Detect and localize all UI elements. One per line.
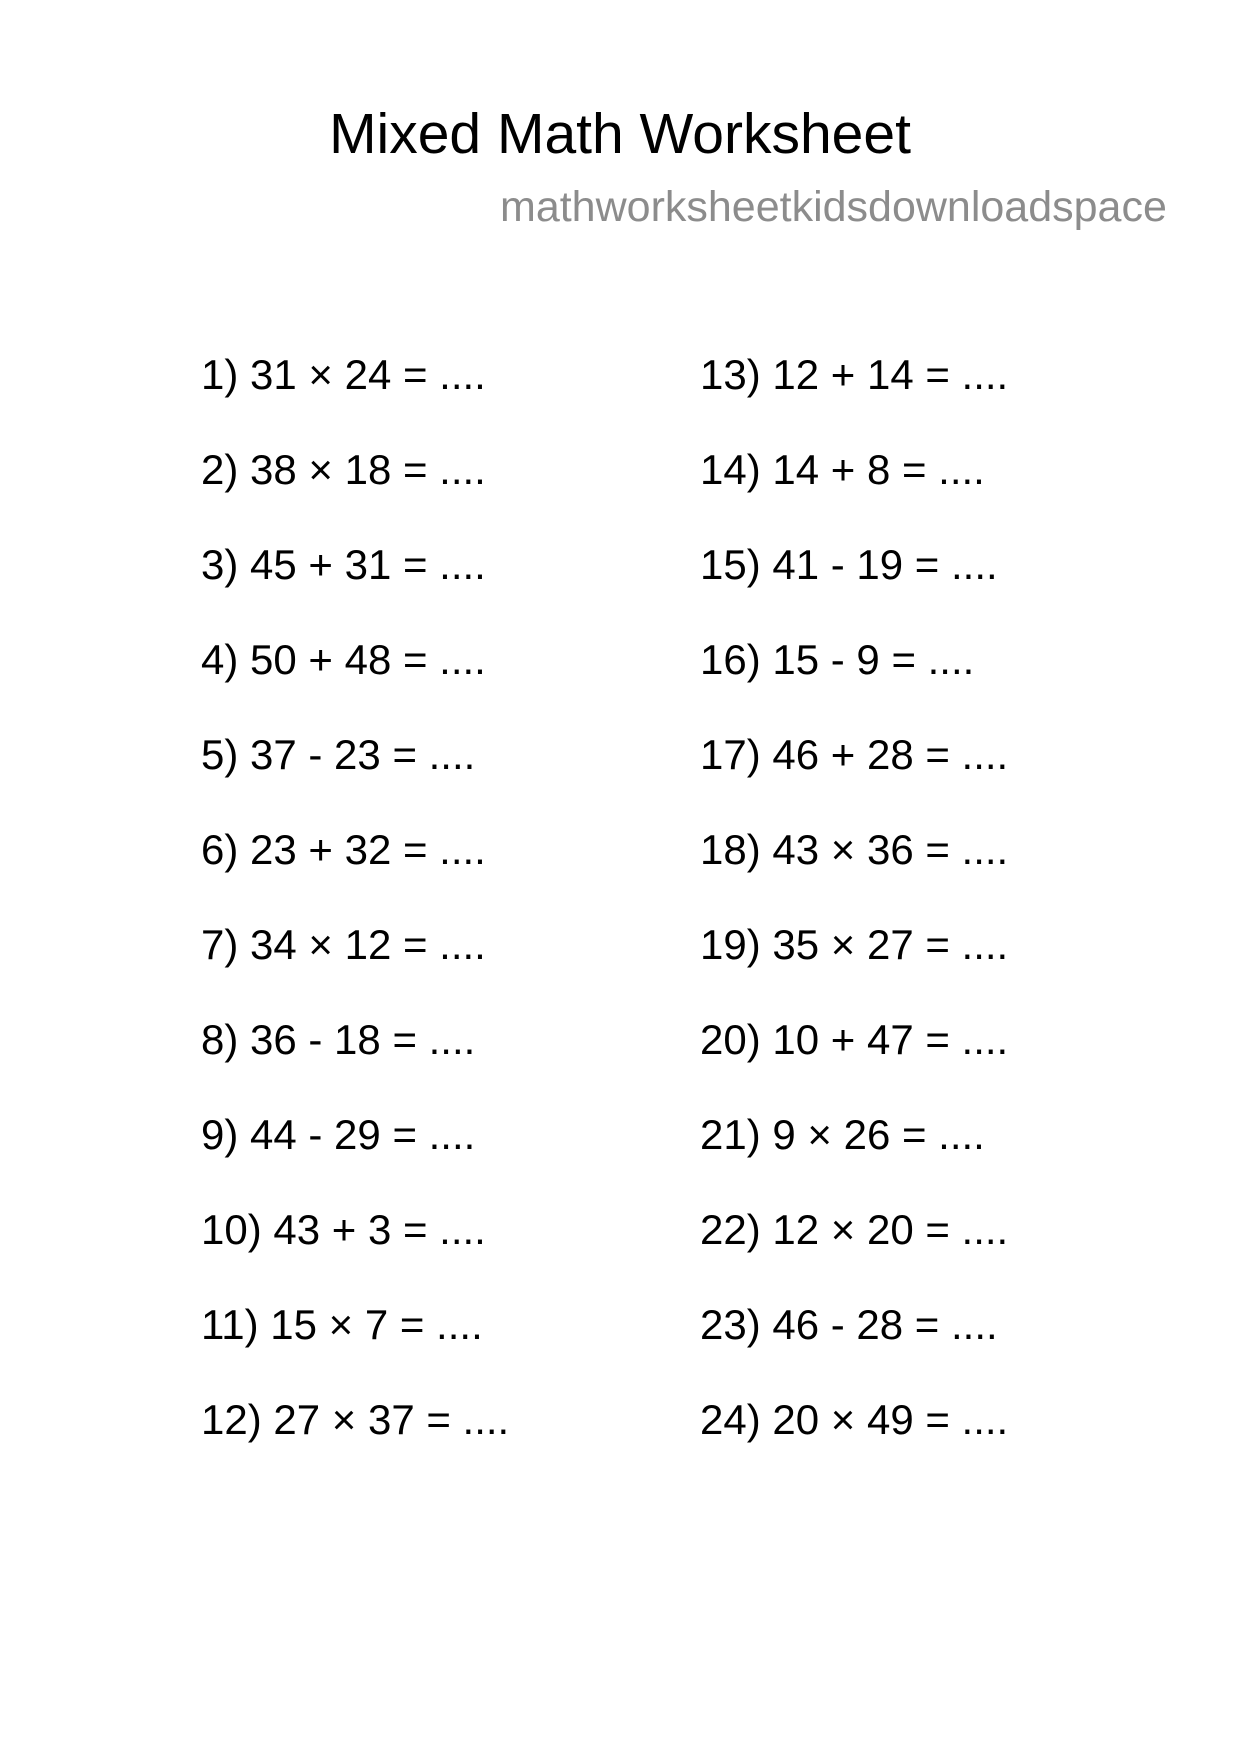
problem-column-right xyxy=(700,350,1008,1490)
problem-item: 20) 10 + 47 = .... xyxy=(700,1016,1009,1063)
problem-item: 6) 23 + 32 = .... xyxy=(201,826,486,873)
problem-column-left xyxy=(201,350,509,1490)
problem-item: 4) 50 + 48 = .... xyxy=(201,636,486,683)
problem-item: 2) 38 × 18 = .... xyxy=(201,446,486,493)
problem-item: 23) 46 - 28 = .... xyxy=(700,1301,998,1348)
problem-item: 22) 12 × 20 = .... xyxy=(700,1206,1009,1253)
problem-item: 1) 31 × 24 = .... xyxy=(201,351,486,398)
problem-item: 16) 15 - 9 = .... xyxy=(700,636,975,683)
problem-item: 24) 20 × 49 = .... xyxy=(700,1396,1009,1443)
problem-item: 9) 44 - 29 = .... xyxy=(201,1111,476,1158)
worksheet-title: Mixed Math Worksheet xyxy=(329,102,911,166)
problem-item: 10) 43 + 3 = .... xyxy=(201,1206,486,1253)
problem-item: 17) 46 + 28 = .... xyxy=(700,731,1009,778)
problem-item: 19) 35 × 27 = .... xyxy=(700,921,1009,968)
problem-item: 7) 34 × 12 = .... xyxy=(201,921,486,968)
problem-item: 12) 27 × 37 = .... xyxy=(201,1396,510,1443)
problem-item: 15) 41 - 19 = .... xyxy=(700,541,998,588)
problem-item: 8) 36 - 18 = .... xyxy=(201,1016,476,1063)
problem-item: 3) 45 + 31 = .... xyxy=(201,541,486,588)
problem-item: 14) 14 + 8 = .... xyxy=(700,446,985,493)
problem-item: 13) 12 + 14 = .... xyxy=(700,351,1009,398)
watermark-text: mathworksheetkidsdownloadspace xyxy=(500,183,1167,231)
problem-item: 11) 15 × 7 = .... xyxy=(201,1301,483,1348)
problem-item: 21) 9 × 26 = .... xyxy=(700,1111,985,1158)
problem-item: 5) 37 - 23 = .... xyxy=(201,731,476,778)
problem-item: 18) 43 × 36 = .... xyxy=(700,826,1009,873)
